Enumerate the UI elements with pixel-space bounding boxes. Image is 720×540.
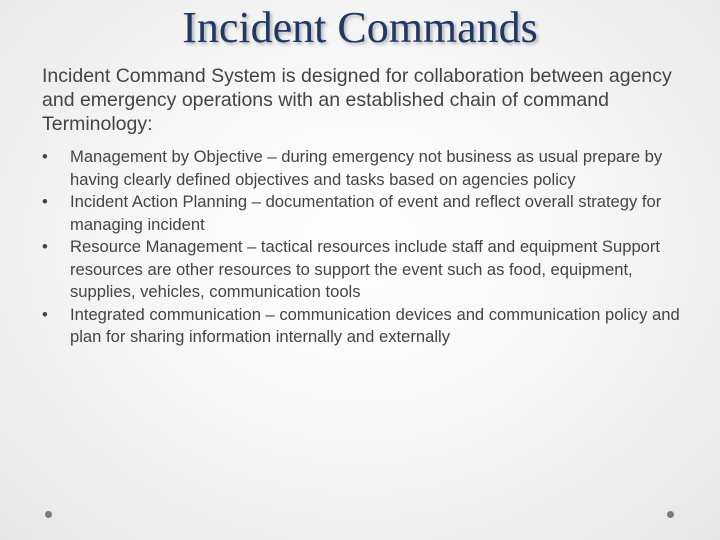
intro-paragraph: Incident Command System is designed for collaboration between agency and emergency operations with an established chain of command bbox=[42, 65, 672, 111]
bullet-icon: • bbox=[42, 192, 48, 211]
slide-body bbox=[42, 64, 692, 349]
slide-title: Incident Commands bbox=[182, 3, 538, 52]
decorative-dot-icon bbox=[45, 511, 52, 518]
bullet-text: Resource Management – tactical resources include staff and equipment Support resources are other resources to support the event such as food, equipment, supplies, vehicles, communication tools bbox=[70, 237, 661, 301]
bullet-item bbox=[42, 146, 692, 191]
bullet-text: Integrated communication – communication devices and communication policy and plan for sharing information internally and externally bbox=[70, 304, 680, 346]
decorative-dot-icon bbox=[667, 511, 674, 518]
bullet-icon: • bbox=[42, 237, 48, 256]
bullet-icon: • bbox=[42, 147, 48, 166]
bullet-text: Management by Objective – during emergency not business as usual prepare by having clearly defined objectives and tasks based on agencies policy bbox=[70, 147, 663, 189]
bullet-item bbox=[42, 191, 692, 236]
terminology-label: Terminology: bbox=[42, 113, 153, 135]
bullet-item bbox=[42, 304, 692, 349]
bullet-list bbox=[42, 146, 692, 349]
bullet-icon: • bbox=[42, 304, 48, 324]
bullet-item bbox=[42, 236, 692, 304]
bullet-text: Incident Action Planning – documentation of event and reflect overall strategy for managing incident bbox=[70, 192, 662, 234]
